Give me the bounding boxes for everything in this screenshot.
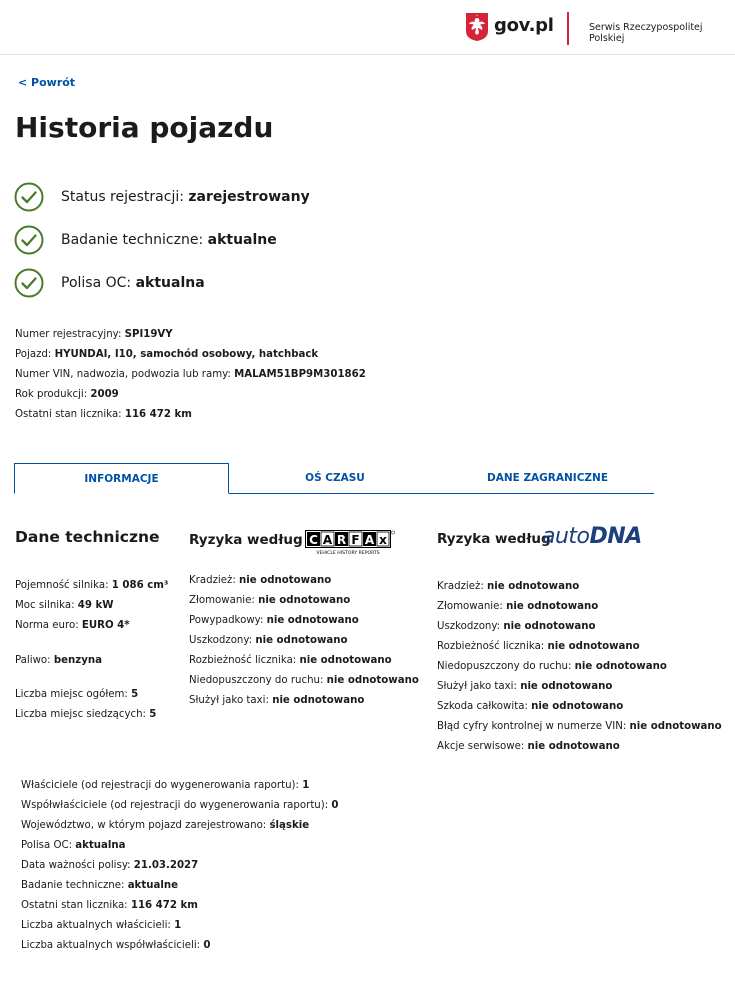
info-odometer: Ostatni stan licznika: 116 472 km: [15, 409, 192, 420]
carfax-title: Ryzyka według: [189, 532, 303, 548]
autodna-theft: Kradzież: nie odnotowano: [437, 581, 580, 592]
polish-eagle-icon: [465, 12, 489, 42]
autodna-damaged: Uszkodzony: nie odnotowano: [437, 621, 596, 632]
status-text: Status rejestracji: zarejestrowany: [61, 189, 310, 205]
info-vin: Numer VIN, nadwozia, podwozia lub ramy: MALAM51BP9M301862: [15, 369, 366, 380]
tab-informacje[interactable]: INFORMACJE: [14, 463, 229, 494]
autodna-total-loss: Szkoda całkowita: nie odnotowano: [437, 701, 624, 712]
owners-count: Właściciele (od rejestracji do wygenerowania raportu): 1: [21, 780, 310, 791]
carfax-damaged: Uszkodzony: nie odnotowano: [189, 635, 348, 646]
back-link[interactable]: < Powrót: [18, 76, 76, 89]
insurance-valid-until: Data ważności polisy: 21.03.2027: [21, 860, 199, 871]
autodna-scrapped: Złomowanie: nie odnotowano: [437, 601, 599, 612]
technical-title: Dane techniczne: [15, 528, 160, 546]
carfax-odometer: Rozbieżność licznika: nie odnotowano: [189, 655, 392, 666]
svg-text:A: A: [322, 533, 333, 547]
status-inspection: [14, 225, 277, 255]
check-circle-icon: [14, 225, 44, 255]
carfax-logo-subtitle: VEHICLE HISTORY REPORTS: [316, 551, 380, 555]
tech-seats-total: Liczba miejsc ogółem: 5: [15, 689, 139, 700]
header-divider: [567, 12, 569, 45]
carfax-logo: [305, 530, 395, 555]
tech-engine-power: Moc silnika: 49 kW: [15, 600, 114, 611]
tech-engine-capacity: Pojemność silnika: 1 086 cm³: [15, 580, 169, 591]
inspection-status: Badanie techniczne: aktualne: [21, 880, 178, 891]
autodna-taxi: Służył jako taxi: nie odnotowano: [437, 681, 613, 692]
autodna-service-actions: Akcje serwisowe: nie odnotowano: [437, 741, 620, 752]
status-insurance: [14, 268, 205, 298]
status-text: Polisa OC: aktualna: [61, 275, 205, 291]
gov-pl-logo[interactable]: gov.pl: [494, 15, 554, 36]
info-vehicle: Pojazd: HYUNDAI, I10, samochód osobowy, hatchback: [15, 349, 319, 360]
carfax-taxi: Służył jako taxi: nie odnotowano: [189, 695, 365, 706]
top-bar: [0, 0, 735, 55]
autodna-title: Ryzyka według: [437, 531, 551, 547]
page-title: Historia pojazdu: [15, 111, 274, 144]
svg-text:R: R: [336, 533, 347, 547]
insurance-status: Polisa OC: aktualna: [21, 840, 126, 851]
autodna-vin-error: Błąd cyfry kontrolnej w numerze VIN: nie odnotowano: [437, 721, 722, 732]
svg-text:x: x: [379, 533, 387, 547]
tab-os-czasu[interactable]: OŚ CZASU: [305, 472, 365, 484]
carfax-scrapped: Złomowanie: nie odnotowano: [189, 595, 351, 606]
current-owners: Liczba aktualnych właścicieli: 1: [21, 920, 182, 931]
autodna-odometer: Rozbieżność licznika: nie odnotowano: [437, 641, 640, 652]
status-registration: [14, 182, 310, 212]
svg-text:C: C: [309, 533, 318, 547]
info-production-year: Rok produkcji: 2009: [15, 389, 119, 400]
current-coowners: Liczba aktualnych współwłaścicieli: 0: [21, 940, 211, 951]
odometer-last: Ostatni stan licznika: 116 472 km: [21, 900, 198, 911]
status-text: Badanie techniczne: aktualne: [61, 232, 277, 248]
tech-fuel: Paliwo: benzyna: [15, 655, 102, 666]
carfax-not-allowed: Niedopuszczony do ruchu: nie odnotowano: [189, 675, 419, 686]
carfax-accident: Powypadkowy: nie odnotowano: [189, 615, 359, 626]
autodna-not-allowed: Niedopuszczony do ruchu: nie odnotowano: [437, 661, 667, 672]
tech-euro-norm: Norma euro: EURO 4*: [15, 620, 130, 631]
carfax-theft: Kradzież: nie odnotowano: [189, 575, 332, 586]
svg-text:F: F: [351, 533, 360, 547]
svg-text:A: A: [364, 533, 375, 547]
check-circle-icon: [14, 182, 44, 212]
service-name: Serwis Rzeczypospolitej Polskiej: [589, 22, 703, 44]
tab-dane-zagraniczne[interactable]: DANE ZAGRANICZNE: [486, 472, 608, 484]
registration-voivodeship: Województwo, w którym pojazd zarejestrowano: śląskie: [21, 820, 310, 831]
tech-seats-seating: Liczba miejsc siedzących: 5: [15, 709, 157, 720]
check-circle-icon: [14, 268, 44, 298]
coowners-count: Współwłaściciele (od rejestracji do wygenerowania raportu): 0: [21, 800, 339, 811]
info-registration-number: Numer rejestracyjny: SPI19VY: [15, 329, 173, 340]
autodna-logo: autoDNA: [542, 524, 642, 549]
